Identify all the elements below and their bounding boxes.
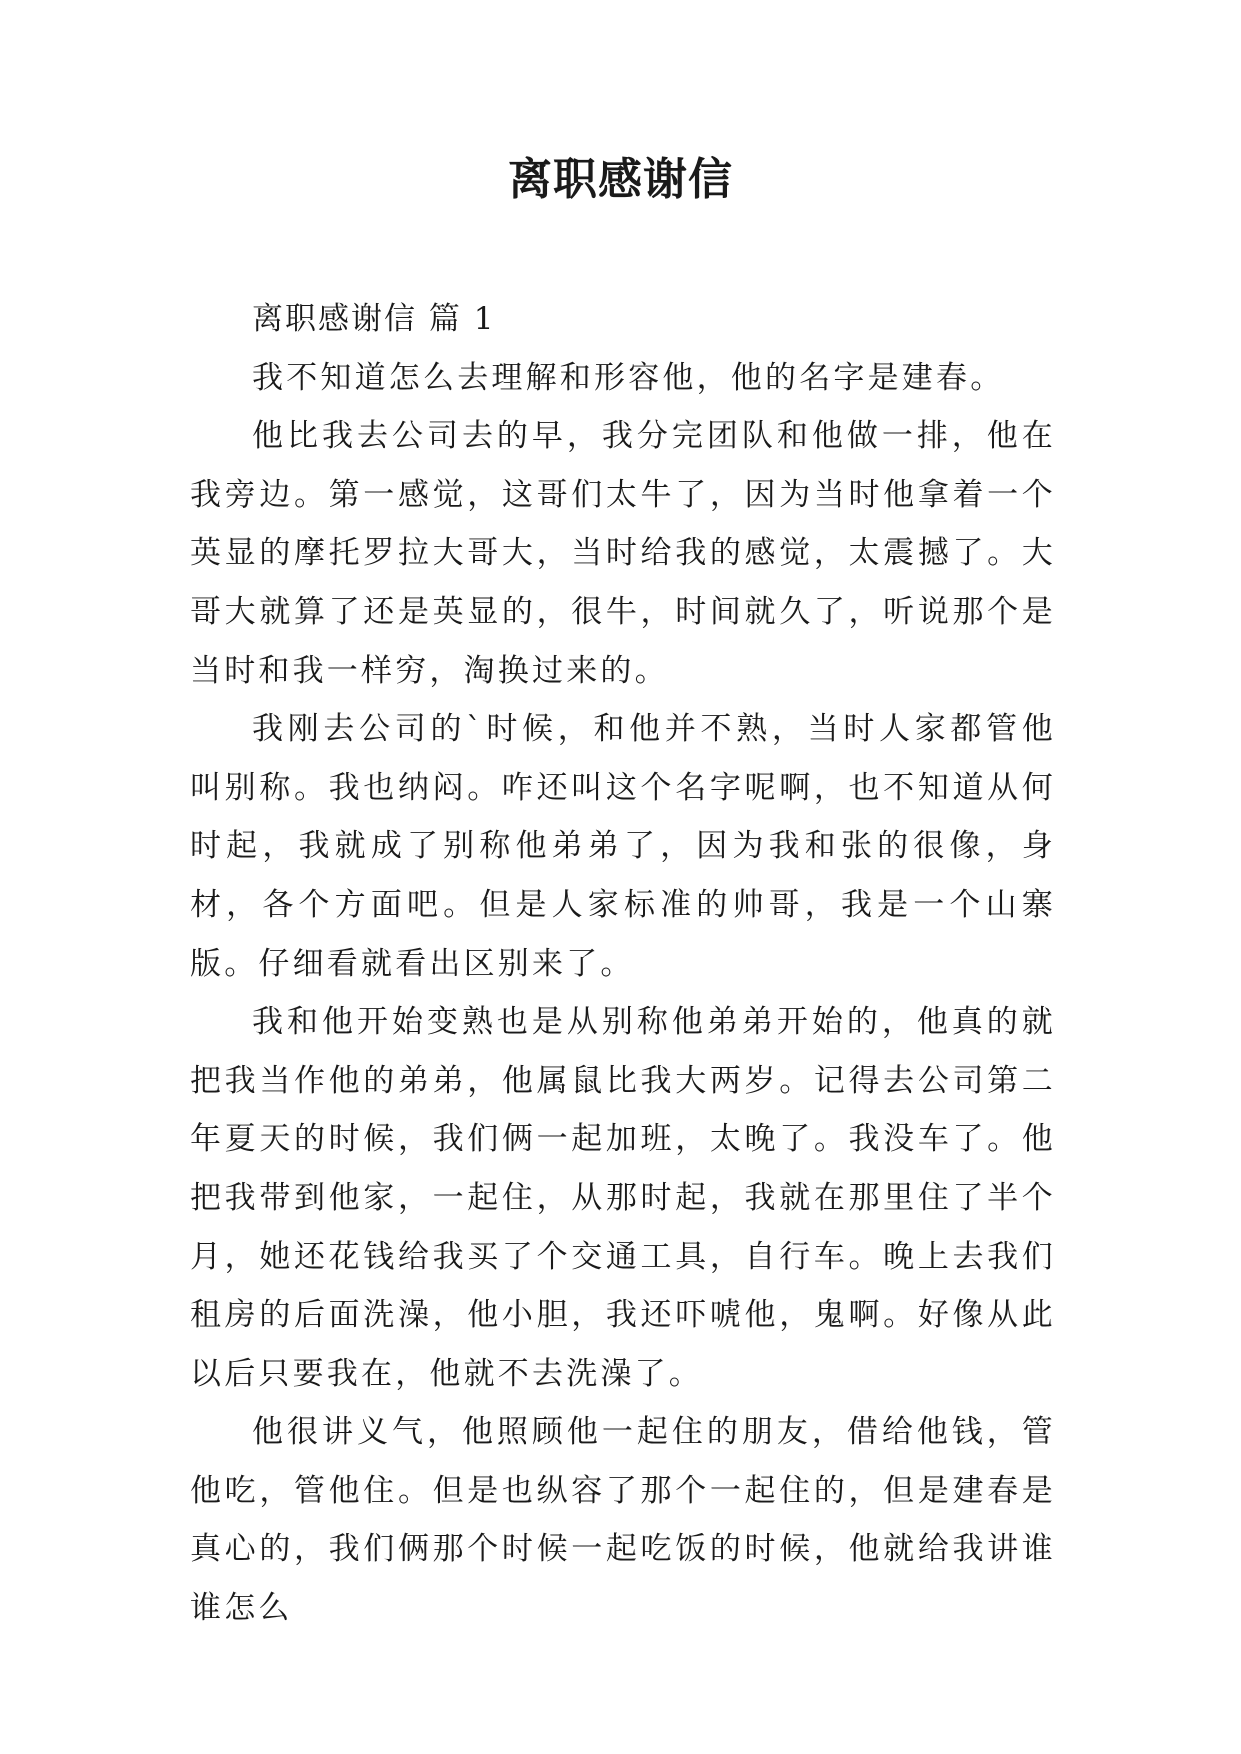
section-heading: 离职感谢信 篇 1	[252, 301, 496, 337]
paragraph: 我和他开始变熟也是从别称他弟弟开始的，他真的就把我当作他的弟弟，他属鼠比我大两岁。记得去公司第二年夏天的时候，我们俩一起加班，太晚了。我没车了。他把我带到他家，一起住，从那时起，我就在那里住了半个月，她还花钱给我买了个交通工具，自行车。晚上去我们租房的后面洗澡，他小胆，我还吓唬他，鬼啊。好像从此以后只要我在，他就不去洗澡了。	[190, 1004, 1056, 1392]
paragraph: 他很讲义气，他照顾他一起住的朋友，借给他钱，管他吃，管他住。但是也纵容了那个一起住的，但是建春是真心的，我们俩那个时候一起吃饭的时候，他就给我讲谁谁怎么	[190, 1414, 1056, 1627]
paragraph: 他比我去公司去的早，我分完团队和他做一排，他在我旁边。第一感觉，这哥们太牛了，因为当时他拿着一个英显的摩托罗拉大哥大，当时给我的感觉，太震撼了。大哥大就算了还是英显的，很牛，时间就久了，听说那个是当时和我一样穷，淘换过来的。	[190, 418, 1056, 689]
document-title: 离职感谢信	[508, 154, 733, 205]
document-body	[190, 290, 1056, 1638]
paragraph: 我不知道怎么去理解和形容他，他的名字是建春。	[252, 359, 1005, 396]
paragraph: 我刚去公司的`时候，和他并不熟，当时人家都管他叫别称。我也纳闷。咋还叫这个名字呢啊，也不知道从何时起，我就成了别称他弟弟了，因为我和张的很像，身材，各个方面吧。但是人家标准的帅哥，我是一个山寨版。仔细看就看出区别来了。	[190, 711, 1056, 982]
